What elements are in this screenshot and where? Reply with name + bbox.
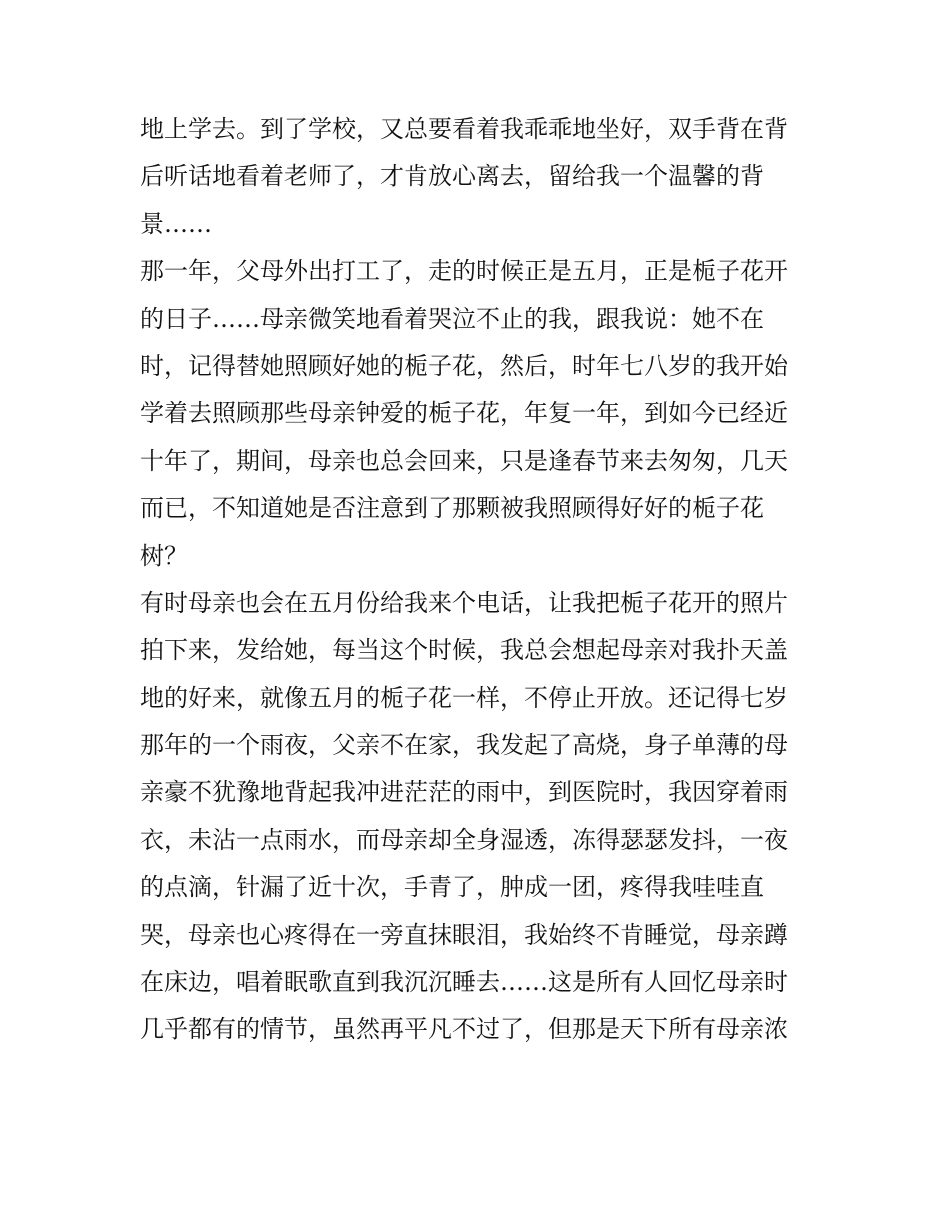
text-line: 而已，不知道她是否注意到了那颗被我照顾得好好的栀子花: [140, 494, 764, 523]
text-line: 衣，未沾一点雨水，而母亲却全身湿透，冻得瑟瑟发抖，一夜: [140, 825, 788, 854]
text-line: 后听话地看着老师了，才肯放心离去，留给我一个温馨的背: [140, 162, 764, 191]
text-line: 哭，母亲也心疼得在一旁直抹眼泪，我始终不肯睡觉，母亲蹲: [140, 920, 788, 949]
body-text: [140, 106, 820, 1054]
text-line: 那年的一个雨夜，父亲不在家，我发起了高烧，身子单薄的母: [140, 731, 788, 760]
text-line: 树？: [140, 541, 188, 570]
text-line: 地上学去。到了学校，又总要看着我乖乖地坐好，双手背在背: [140, 115, 788, 143]
text-line: 那一年，父母外出打工了，走的时候正是五月，正是栀子花开: [140, 257, 788, 286]
text-line: 有时母亲也会在五月份给我来个电话，让我把栀子花开的照片: [140, 588, 788, 617]
text-line: 学着去照顾那些母亲钟爱的栀子花，年复一年，到如今已经近: [140, 399, 788, 428]
text-line: 在床边，唱着眠歌直到我沉沉睡去……这是所有人回忆母亲时: [140, 968, 788, 997]
text-line: 拍下来，发给她，每当这个时候，我总会想起母亲对我扑天盖: [140, 636, 788, 665]
text-line: 几乎都有的情节，虽然再平凡不过了，但那是天下所有母亲浓: [140, 1015, 788, 1044]
text-line: 景……: [140, 209, 212, 238]
text-line: 亲豪不犹豫地背起我冲进茫茫的雨中，到医院时，我因穿着雨: [140, 778, 788, 807]
text-line: 地的好来，就像五月的栀子花一样，不停止开放。还记得七岁: [140, 683, 788, 712]
text-line: 的点滴，针漏了近十次，手青了，肿成一团，疼得我哇哇直: [140, 873, 764, 902]
text-line: 十年了，期间，母亲也总会回来，只是逢春节来去匆匆，几天: [140, 446, 788, 475]
text-line: 时，记得替她照顾好她的栀子花，然后，时年七八岁的我开始: [140, 351, 788, 380]
text-line: 的日子……母亲微笑地看着哭泣不止的我，跟我说：她不在: [140, 304, 764, 333]
